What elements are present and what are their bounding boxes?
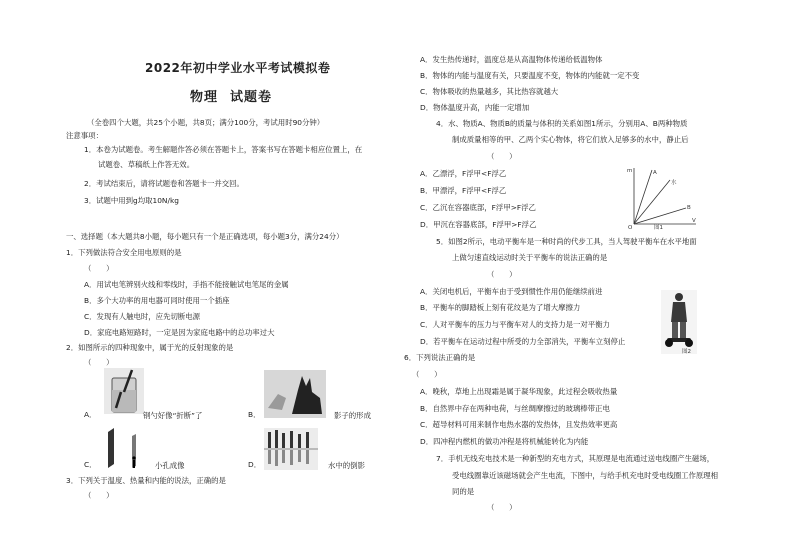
q4-stem-1: 4．水、物质A、物质B的质量与体积的关系如图1所示，分别用A、B两种物质 [436, 119, 688, 128]
notice-1b: 试题卷、草稿纸上作答无效。 [98, 160, 195, 169]
notice-2: 2．考试结束后，请将试题卷和答题卡一并交回。 [84, 179, 244, 188]
q7-stem-1: 7．手机无线充电技术是一种新型的充电方式，其原理是电流通过送电线圈产生磁场， [436, 454, 715, 463]
water-reflection-image [264, 428, 318, 470]
q3-answer-paren: （ ） [84, 491, 114, 500]
q2-option-a-caption: 钢勺好像“折断”了 [143, 411, 203, 420]
notice-1a: 1．本卷为试题卷。考生解题作答必须在答题卡上，答案书写在答题卡相应位置上，在 [84, 145, 363, 154]
exam-scope: （全卷四个大题，共25个小题，共8页；满分100分，考试用时90分钟） [87, 118, 325, 127]
graph-m-axis-label: m [627, 168, 633, 174]
q6-option-a: A．晚秋，草地上出现霜是属于凝华现象，此过程会吸收热量 [420, 387, 618, 396]
q4-stem-2: 制成质量相等的甲、乙两个实心物体，将它们放入足够多的水中，静止后 [452, 135, 689, 144]
exam-title: 2022年初中学业水平考试模拟卷 [145, 61, 331, 75]
graph-line-a-label: A [653, 170, 657, 176]
exam-subject: 物理 [190, 90, 219, 105]
notice-3: 3．试题中用到g均取10N/kg [84, 196, 179, 205]
q6-stem: 6．下列说法正确的是 [404, 353, 476, 362]
q7-answer-paren: （ ） [487, 503, 517, 512]
q1-answer-paren: （ ） [84, 264, 114, 273]
graph-line-water-label: 水 [671, 180, 677, 186]
q1-option-a: A．用试电笔辨别火线和零线时，手指不能接触试电笔尾的金属 [84, 280, 289, 289]
q7-stem-2: 受电线圈靠近该磁场就会产生电流，下图中，与给手机充电时受电线圈工作原理相 [452, 471, 719, 480]
q3-stem: 3．下列关于温度、热量和内能的说法，正确的是 [66, 476, 226, 485]
q2-option-d-caption: 水中的倒影 [328, 461, 365, 470]
q6-option-d: D．四冲程内燃机的做功冲程是将机械能转化为内能 [420, 437, 589, 446]
q1-option-b: B．多个大功率的用电器可同时使用一个插座 [84, 296, 230, 305]
hand-shadow-image [264, 370, 326, 418]
graph-origin-label: O [628, 225, 633, 230]
graph-line-b-label: B [687, 205, 691, 211]
q5-stem-1: 5．如图2所示，电动平衡车是一种时尚的代步工具，当人驾驶平衡车在水平地面 [436, 237, 697, 246]
pinhole-camera-image [104, 426, 154, 472]
q5-option-a: A．关闭电机后，平衡车由于受到惯性作用仍能继续前进 [420, 287, 603, 296]
q2-option-c-caption: 小孔成像 [155, 461, 185, 470]
q1-stem: 1．下列做法符合安全用电原则的是 [66, 248, 182, 257]
q5-stem-2: 上做匀速直线运动时关于平衡车的说法正确的是 [452, 253, 608, 262]
q2-option-d-letter: D． [248, 460, 262, 469]
q4-option-c: C．乙沉在容器底部，F浮甲>F浮乙 [420, 203, 536, 212]
q3-option-d: D．物体温度升高，内能一定增加 [420, 103, 530, 112]
q3-option-c: C．物体吸收的热量越多，其比热容就越大 [420, 87, 559, 96]
q5-option-c: C．人对平衡车的压力与平衡车对人的支持力是一对平衡力 [420, 320, 610, 329]
section1-heading: 一、选择题（本大题共8小题，每小题只有一个是正确选项，每小题3分，满分24分） [66, 232, 344, 241]
q5-answer-paren: （ ） [487, 270, 517, 279]
figure-1-caption: 图1 [654, 225, 663, 230]
q4-option-a: A．乙漂浮，F浮甲<F浮乙 [420, 169, 507, 178]
q3-option-b: B．物体的内能与温度有关，只要温度不变，物体的内能就一定不变 [420, 71, 640, 80]
q1-option-c: C．发现有人触电时，应先切断电源 [84, 312, 201, 321]
q1-option-d: D．家庭电路短路时，一定是因为家庭电路中的总功率过大 [84, 328, 275, 337]
mass-volume-graph [626, 164, 700, 230]
q5-option-b: B．平衡车的脚踏板上刻有花纹是为了增大摩擦力 [420, 303, 581, 312]
q2-stem: 2．如图所示的四种现象中，属于光的反射现象的是 [66, 343, 234, 352]
exam-paper-label: 试题卷 [230, 90, 273, 105]
q3-option-a: A．发生热传递时，温度总是从高温物体传递给低温物体 [420, 55, 603, 64]
q6-option-c: C．超导材料可用来制作电热水器的发热体，且发热效率更高 [420, 420, 618, 429]
q4-option-d: D．甲沉在容器底部，F浮甲>F浮乙 [420, 220, 537, 229]
spoon-in-glass-image [104, 368, 144, 414]
q6-answer-paren: （ ） [412, 370, 442, 379]
q2-option-b-caption: 影子的形成 [334, 411, 371, 420]
q2-option-c-letter: C． [84, 460, 97, 469]
q2-option-a-letter: A． [84, 410, 97, 419]
q2-option-b-letter: B． [248, 410, 261, 419]
q4-answer-paren: （ ） [487, 152, 517, 161]
figure-2-caption: 图2 [682, 349, 691, 354]
q7-stem-3: 同的是 [452, 487, 475, 496]
balance-scooter-image [661, 290, 697, 354]
q6-option-b: B．自然界中存在两种电荷，与丝绸摩擦过的玻璃棒带正电 [420, 404, 610, 413]
q5-option-d: D．若平衡车在运动过程中所受的力全部消失，平衡车立刻停止 [420, 337, 626, 346]
q4-option-b: B．甲漂浮，F浮甲<F浮乙 [420, 186, 507, 195]
graph-v-axis-label: V [692, 218, 696, 224]
notice-heading: 注意事项： [66, 131, 103, 140]
q2-answer-paren: （ ） [84, 358, 114, 367]
